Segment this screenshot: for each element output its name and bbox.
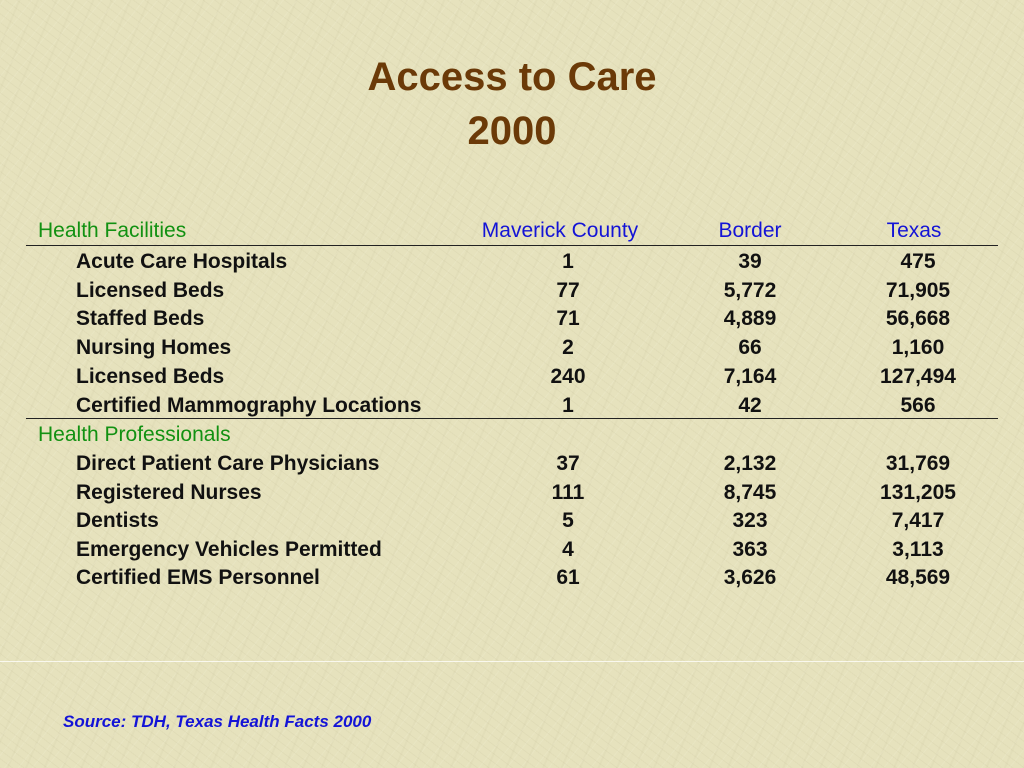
cell-texas: 48,569	[885, 566, 951, 589]
row-label: Certified EMS Personnel	[76, 566, 320, 589]
column-header-texas: Texas	[886, 219, 942, 242]
cell-texas: 131,205	[880, 481, 956, 504]
table-row	[0, 333, 1024, 362]
row-label: Acute Care Hospitals	[76, 250, 288, 273]
row-label: Licensed Beds	[76, 279, 225, 302]
cell-border: 39	[738, 250, 762, 273]
cell-texas: 127,494	[880, 365, 956, 388]
table-row	[0, 304, 1024, 333]
column-header-border: Border	[718, 219, 782, 242]
table-row	[0, 563, 1024, 592]
cell-border: 7,164	[723, 365, 777, 388]
table-divider-top	[26, 245, 998, 246]
cell-texas: 71,905	[885, 279, 951, 302]
cell-maverick: 71	[556, 307, 580, 330]
table-row	[0, 506, 1024, 535]
cell-texas: 566	[900, 394, 936, 417]
page-title: Access to Care	[367, 55, 657, 99]
table-row	[0, 362, 1024, 391]
table-divider-middle	[26, 418, 998, 419]
cell-border: 8,745	[723, 481, 777, 504]
source-citation: Source: TDH, Texas Health Facts 2000	[63, 712, 372, 731]
table-row	[0, 535, 1024, 564]
cell-maverick: 240	[550, 365, 586, 388]
cell-border: 42	[738, 394, 762, 417]
cell-maverick: 1	[562, 250, 574, 273]
row-label: Nursing Homes	[76, 336, 232, 359]
page-subtitle-year: 2000	[467, 109, 557, 153]
column-header-maverick-county: Maverick County	[481, 219, 639, 242]
table-row	[0, 391, 1024, 420]
cell-texas: 56,668	[885, 307, 951, 330]
cell-maverick: 61	[556, 566, 580, 589]
cell-border: 2,132	[723, 452, 777, 475]
cell-texas: 7,417	[891, 509, 945, 532]
table-row	[0, 276, 1024, 305]
cell-border: 323	[732, 509, 768, 532]
row-label: Direct Patient Care Physicians	[76, 452, 380, 475]
cell-maverick: 111	[551, 481, 585, 504]
cell-maverick: 2	[562, 336, 574, 359]
cell-texas: 3,113	[892, 538, 944, 561]
cell-texas: 1,160	[891, 336, 945, 359]
row-label: Dentists	[76, 509, 159, 532]
cell-texas: 475	[900, 250, 936, 273]
section-heading-health-professionals: Health Professionals	[38, 423, 231, 446]
cell-texas: 31,769	[885, 452, 951, 475]
row-label: Licensed Beds	[76, 365, 225, 388]
row-label: Emergency Vehicles Permitted	[76, 538, 382, 561]
cell-border: 66	[738, 336, 762, 359]
row-label: Registered Nurses	[76, 481, 262, 504]
table-row	[0, 478, 1024, 507]
cell-border: 3,626	[723, 566, 777, 589]
cell-maverick: 5	[562, 509, 574, 532]
cell-maverick: 77	[556, 279, 580, 302]
row-label: Staffed Beds	[76, 307, 205, 330]
cell-maverick: 4	[562, 538, 574, 561]
table-row	[0, 449, 1024, 478]
cell-maverick: 1	[562, 394, 574, 417]
footer-divider	[0, 661, 1024, 662]
cell-border: 363	[732, 538, 768, 561]
section-heading-health-facilities: Health Facilities	[38, 219, 187, 242]
table-row	[0, 247, 1024, 276]
row-label: Certified Mammography Locations	[76, 394, 422, 417]
cell-border: 4,889	[723, 307, 777, 330]
cell-border: 5,772	[723, 279, 777, 302]
cell-maverick: 37	[556, 452, 580, 475]
